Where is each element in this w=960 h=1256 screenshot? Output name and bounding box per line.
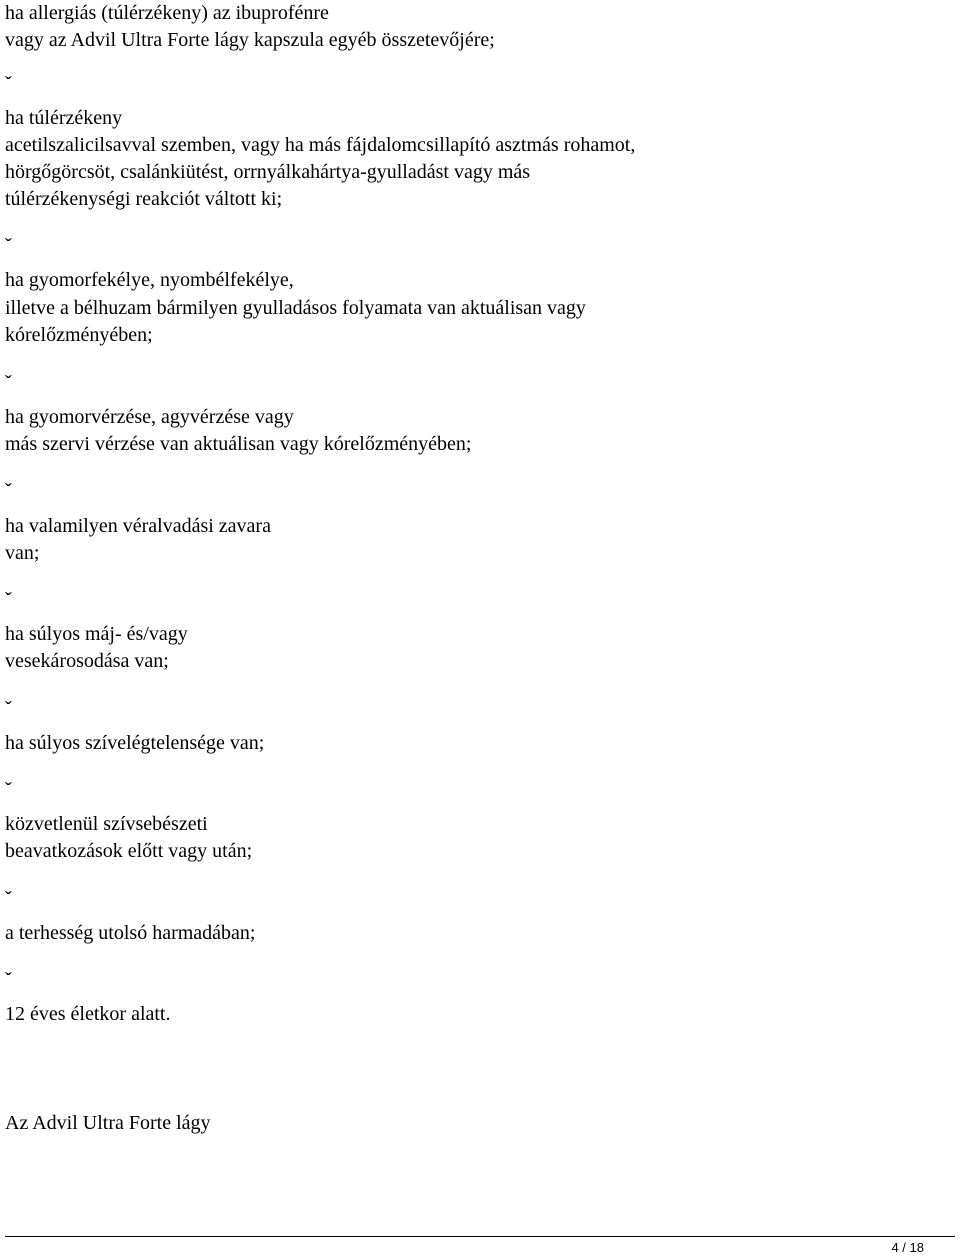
- list-bullet: ˇ: [5, 235, 12, 257]
- text-line: kórelőzményében;: [5, 324, 153, 346]
- text-line: ha gyomorvérzése, agyvérzése vagy: [5, 406, 294, 428]
- text-line: van;: [5, 542, 40, 564]
- page-number: 4 / 18: [891, 1240, 924, 1255]
- list-bullet: ˇ: [5, 73, 12, 95]
- section-heading: Az Advil Ultra Forte lágy: [5, 1112, 211, 1134]
- list-bullet: ˇ: [5, 372, 12, 394]
- text-line: túlérzékenységi reakciót váltott ki;: [5, 188, 283, 210]
- text-line: hörgőgörcsöt, csalánkiütést, orrnyálkahártya-gyulladást vagy más: [5, 161, 531, 183]
- list-bullet: ˇ: [5, 779, 12, 801]
- text-line: ha súlyos máj- és/vagy: [5, 623, 188, 645]
- text-line: ha gyomorfekélye, nyombélfekélye,: [5, 269, 294, 291]
- text-line: beavatkozások előtt vagy után;: [5, 840, 253, 862]
- text-line: illetve a bélhuzam bármilyen gyulladásos folyamata van aktuálisan vagy: [5, 297, 586, 319]
- text-line: közvetlenül szívsebészeti: [5, 813, 208, 835]
- text-line: ha allergiás (túlérzékeny) az ibuprofénre: [5, 2, 329, 24]
- text-line: 12 éves életkor alatt.: [5, 1003, 171, 1025]
- text-line: ha súlyos szívelégtelensége van;: [5, 732, 265, 754]
- list-bullet: ˇ: [5, 969, 12, 991]
- text-line: vesekárosodása van;: [5, 650, 169, 672]
- list-bullet: ˇ: [5, 888, 12, 910]
- list-bullet: ˇ: [5, 480, 12, 502]
- footer-divider: [5, 1236, 955, 1237]
- text-line: ha túlérzékeny: [5, 107, 123, 129]
- list-bullet: ˇ: [5, 698, 12, 720]
- text-line: a terhesség utolsó harmadában;: [5, 922, 256, 944]
- text-line: más szervi vérzése van aktuálisan vagy kórelőzményében;: [5, 433, 472, 455]
- list-bullet: ˇ: [5, 589, 12, 611]
- text-line: acetilszalicilsavval szemben, vagy ha más fájdalomcsillapító asztmás rohamot,: [5, 134, 636, 156]
- text-line: ha valamilyen véralvadási zavara: [5, 515, 271, 537]
- text-line: vagy az Advil Ultra Forte lágy kapszula egyéb összetevőjére;: [5, 29, 495, 51]
